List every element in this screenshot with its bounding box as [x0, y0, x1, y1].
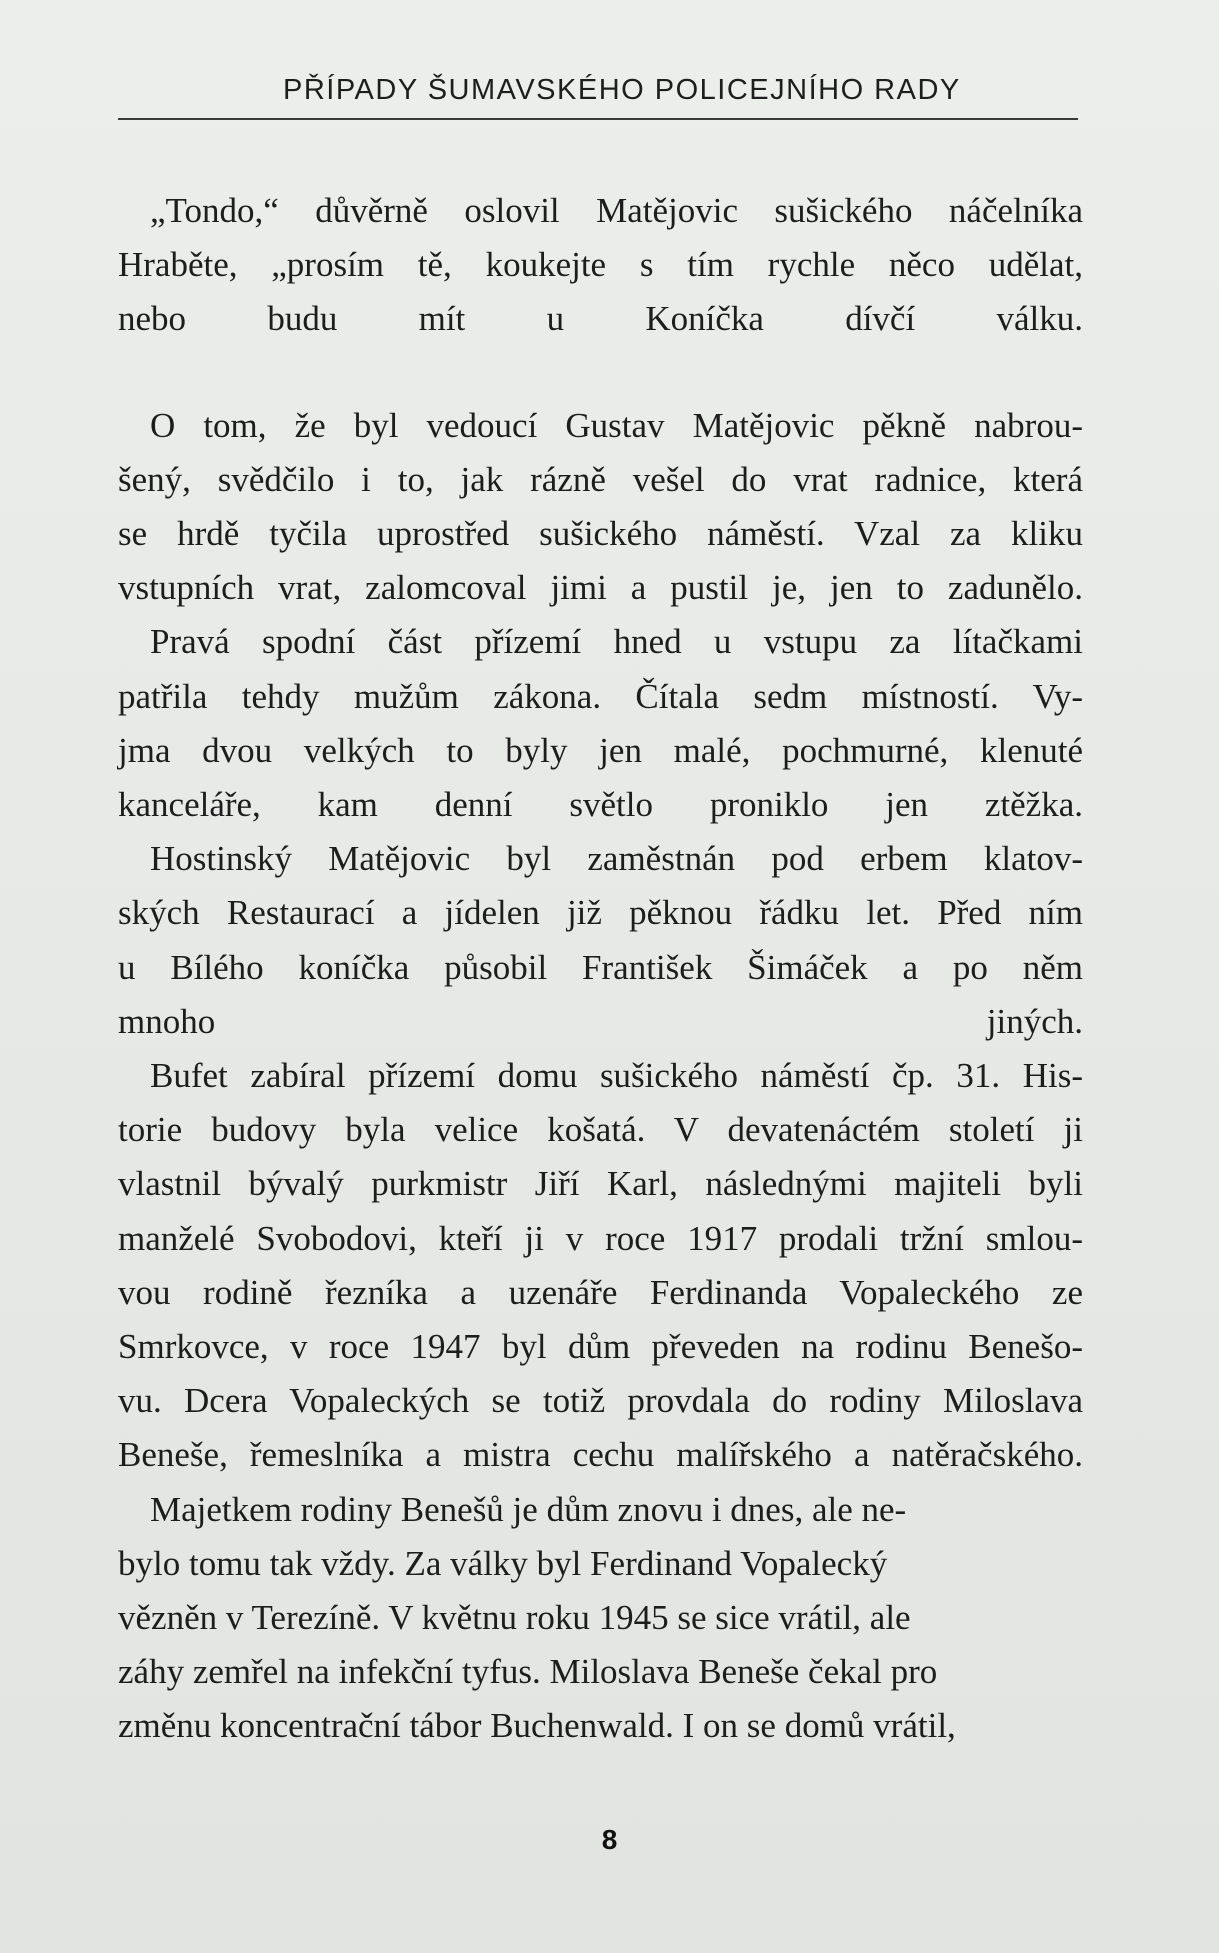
text-line: Beneše, řemeslníka a mistra cechu malířského a natěračského. [118, 1435, 1083, 1475]
text-line: vězněn v Terezíně. V květnu roku 1945 se sice vrátil, ale [118, 1598, 911, 1638]
paragraph [118, 615, 1083, 832]
text-line: vou rodině řezníka a uzenáře Ferdinanda Vopaleckého ze [118, 1272, 1083, 1312]
text-line: Majetkem rodiny Benešů je dům znovu i dnes, ale ne- [150, 1489, 907, 1529]
text-line: vu. Dcera Vopaleckých se totiž provdala do rodiny Miloslava [118, 1381, 1083, 1421]
text-line: u Bílého koníčka působil František Šimáček a po něm [118, 947, 1083, 987]
text-line: mnoho jiných. [118, 1001, 1083, 1041]
text-line: Pravá spodní část přízemí hned u vstupu za lítačkami [150, 622, 1083, 662]
text-line: manželé Svobodovi, kteří ji v roce 1917 prodali tržní smlou- [118, 1218, 1083, 1258]
text-line: ských Restaurací a jídelen již pěknou řádku let. Před ním [118, 893, 1083, 933]
paragraph [118, 399, 1083, 616]
text-line: torie budovy byla velice košatá. V devatenáctém století ji [118, 1110, 1083, 1150]
text-line: změnu koncentrační tábor Buchenwald. I on se domů vrátil, [118, 1706, 956, 1746]
text-line: šený, svědčilo i to, jak rázně vešel do vrat radnice, která [118, 459, 1083, 499]
paragraph [118, 1483, 1083, 1754]
text-line: se hrdě tyčila uprostřed sušického náměstí. Vzal za kliku [118, 514, 1083, 554]
running-header [118, 70, 1078, 120]
paragraph [118, 832, 1083, 1049]
text-line: „Tondo,“ důvěrně oslovil Matějovic sušického náčelníka [150, 191, 1083, 230]
paragraph [118, 184, 1083, 347]
text-line: nebo budu mít u Koníčka dívčí válku. [118, 299, 1083, 339]
text-line: vstupních vrat, zalomcoval jimi a pustil je, jen to zadunělo. [118, 568, 1083, 608]
body-text [118, 184, 1083, 1754]
text-line: Bufet zabíral přízemí domu sušického náměstí čp. 31. His- [150, 1056, 1083, 1096]
paragraph [118, 1049, 1083, 1483]
text-line: vlastnil bývalý purkmistr Jiří Karl, následnými majiteli byli [118, 1164, 1083, 1204]
text-line: jma dvou velkých to byly jen malé, pochmurné, klenuté [118, 730, 1083, 770]
running-title: PŘÍPADY ŠUMAVSKÉHO POLICEJNÍHO RADY [283, 74, 961, 106]
text-line: záhy zemřel na infekční tyfus. Miloslava Beneše čekal pro [118, 1652, 938, 1692]
text-line: Hraběte, „prosím tě, koukejte s tím rychle něco udělat, [118, 245, 1083, 285]
page-number: 8 [601, 1824, 618, 1855]
text-line: kanceláře, kam denní světlo proniklo jen ztěžka. [118, 785, 1083, 825]
text-line: O tom, že byl vedoucí Gustav Matějovic pěkně nabrou- [150, 405, 1083, 445]
text-line: Smrkovce, v roce 1947 byl dům převeden na rodinu Benešo- [118, 1327, 1083, 1367]
text-line: bylo tomu tak vždy. Za války byl Ferdinand Vopalecký [118, 1543, 888, 1583]
text-line: Hostinský Matějovic byl zaměstnán pod erbem klatov- [150, 839, 1083, 879]
text-line: patřila tehdy mužům zákona. Čítala sedm místností. Vy- [118, 676, 1083, 716]
